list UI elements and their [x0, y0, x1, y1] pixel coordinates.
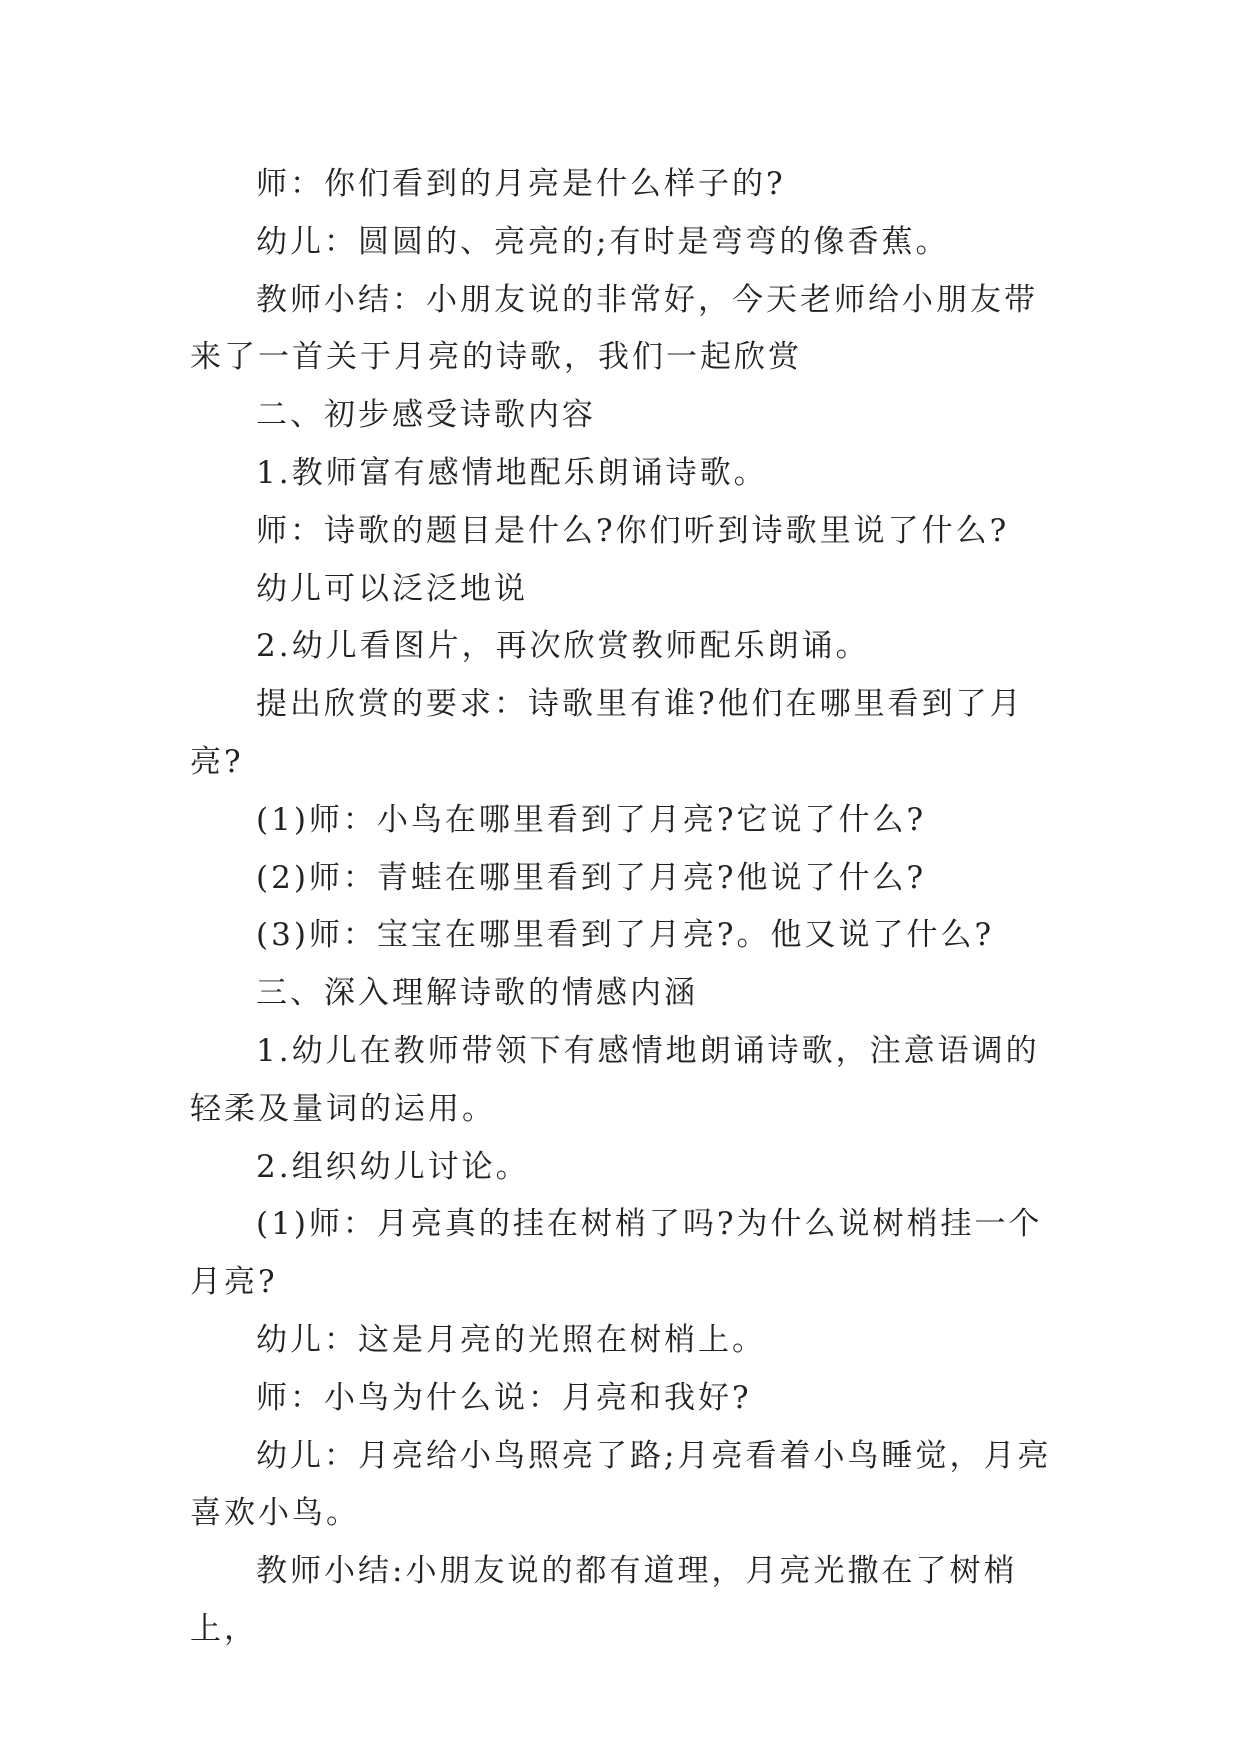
paragraph: 2.幼儿看图片，再次欣赏教师配乐朗诵。 [256, 628, 870, 665]
paragraph: (2)师：青蛙在哪里看到了月亮?他说了什么? [256, 859, 927, 896]
paragraph: 师：你们看到的月亮是什么样子的? [256, 166, 786, 202]
paragraph: 1.教师富有感情地配乐朗诵诗歌。 [256, 454, 768, 491]
paragraph: 幼儿：圆圆的、亮亮的;有时是弯弯的像香蕉。 [256, 223, 950, 260]
paragraph: 1.幼儿在教师带领下有感情地朗诵诗歌，注意语调的轻柔及量词的运用。 [190, 1032, 1040, 1127]
section-heading: 二、初步感受诗歌内容 [256, 397, 596, 434]
paragraph: 2.组织幼儿讨论。 [256, 1148, 530, 1185]
document-body [190, 156, 1060, 1659]
paragraph: 教师小结:小朋友说的都有道理，月亮光撒在了树梢上， [190, 1553, 1018, 1647]
paragraph: (3)师：宝宝在哪里看到了月亮?。他又说了什么? [256, 917, 995, 954]
paragraph: 幼儿可以泛泛地说 [256, 570, 528, 607]
section-heading: 三、深入理解诗歌的情感内涵 [256, 975, 698, 1012]
paragraph: 幼儿：这是月亮的光照在树梢上。 [256, 1321, 766, 1358]
paragraph: 幼儿：月亮给小鸟照亮了路;月亮看着小鸟睡觉，月亮喜欢小鸟。 [190, 1437, 1052, 1532]
paragraph: 提出欣赏的要求：诗歌里有谁?他们在哪里看到了月亮? [190, 686, 1024, 780]
paragraph: 师：小鸟为什么说：月亮和我好? [256, 1379, 752, 1416]
paragraph: (1)师：小鸟在哪里看到了月亮?它说了什么? [256, 801, 927, 838]
paragraph: 师：诗歌的题目是什么?你们听到诗歌里说了什么? [256, 512, 1010, 549]
paragraph: (1)师：月亮真的挂在树梢了吗?为什么说树梢挂一个月亮? [190, 1206, 1043, 1301]
paragraph: 教师小结：小朋友说的非常好，今天老师给小朋友带来了一首关于月亮的诗歌，我们一起欣赏 [190, 281, 1038, 376]
